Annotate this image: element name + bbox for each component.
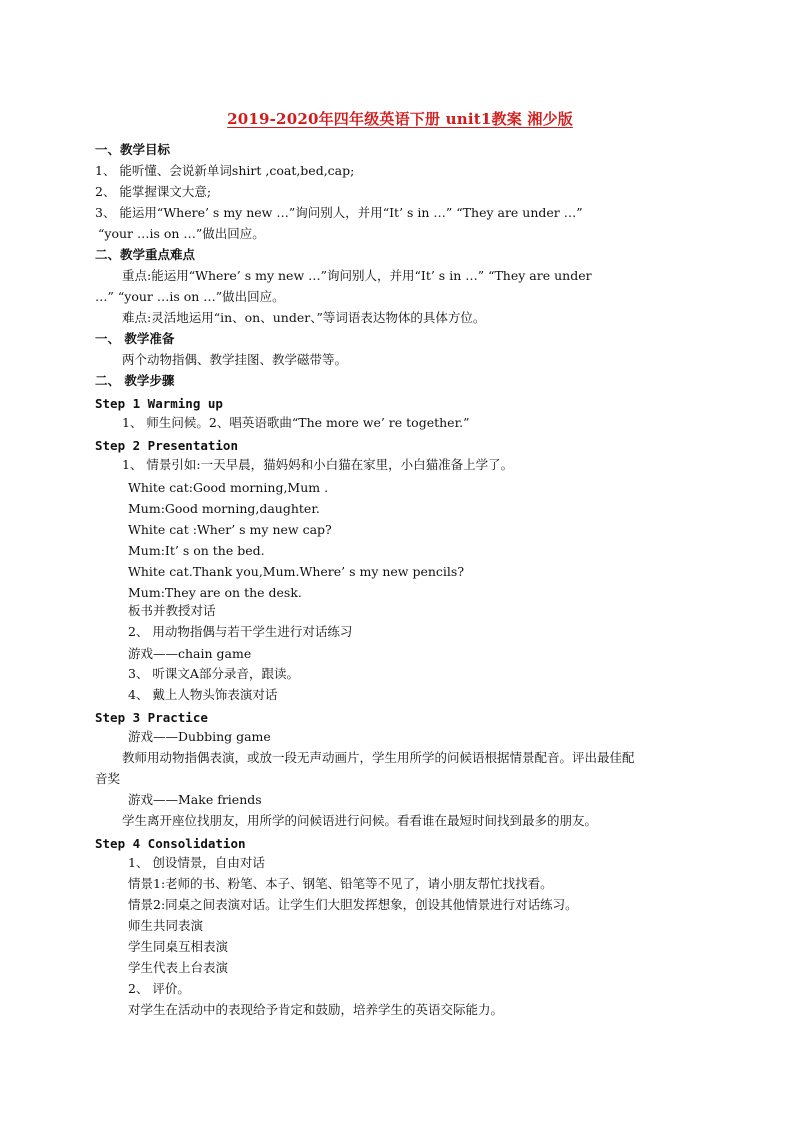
- step-heading-consolidation: Step 4 Consolidation: [95, 836, 246, 851]
- key-point-line: …” “your …is on …”做出回应。: [95, 289, 285, 304]
- game-line: 游戏——Dubbing game: [128, 729, 271, 744]
- practice-description: 教师用动物指偶表演，或放一段无声动画片，学生用所学的问候语根据情景配音。评出最佳配: [122, 750, 635, 765]
- step-heading-warming-up: Step 1 Warming up: [95, 396, 223, 411]
- objective-item-continuation: “your …is on …”做出回应。: [98, 226, 265, 241]
- practice-description-continuation: 音奖: [95, 771, 121, 786]
- step-line: 对学生在活动中的表现给予肯定和鼓励，培养学生的英语交际能力。: [128, 1002, 504, 1017]
- step-line: 2、 评价。: [128, 981, 190, 996]
- dialogue-line: White cat :Wher’ s my new cap?: [128, 522, 332, 537]
- step-line: 1、 师生问候。2、唱英语歌曲“The more we’ re together.”: [122, 415, 470, 430]
- step-line: 情景2:同桌之间表演对话。让学生们大胆发挥想象，创设其他情景进行对话练习。: [128, 897, 578, 912]
- step-line: 师生共同表演: [128, 918, 204, 933]
- game-line: 游戏——Make friends: [128, 792, 262, 807]
- step-line: 学生同桌互相表演: [128, 939, 229, 954]
- section-heading-preparation: 一、 教学准备: [95, 331, 175, 346]
- objective-item: 2、 能掌握课文大意;: [95, 184, 212, 199]
- objective-item: 1、 能听懂、会说新单词shirt ,coat,bed,cap;: [95, 163, 355, 178]
- dialogue-line: Mum:It’ s on the bed.: [128, 543, 265, 558]
- dialogue-line: Mum:Good morning,daughter.: [128, 501, 320, 516]
- document-title: 2019-2020年四年级英语下册 unit1教案 湘少版: [227, 110, 573, 128]
- difficult-point-line: 难点:灵活地运用“in、on、under、”等词语表达物体的具体方位。: [122, 310, 486, 325]
- step-heading-practice: Step 3 Practice: [95, 710, 208, 725]
- step-heading-presentation: Step 2 Presentation: [95, 438, 238, 453]
- step-line: 1、 创设情景，自由对话: [128, 855, 265, 870]
- key-point-line: 重点:能运用“Where’ s my new …”询问别人，并用“It’ s in …” “They are under: [122, 268, 592, 283]
- dialogue-line: Mum:They are on the desk.: [128, 585, 302, 600]
- dialogue-line: White cat:Good morning,Mum .: [128, 480, 329, 495]
- dialogue-line: White cat.Thank you,Mum.Where’ s my new pencils?: [128, 564, 465, 579]
- step-line: 1、 情景引如:一天早晨，猫妈妈和小白猫在家里，小白猫准备上学了。: [122, 457, 514, 472]
- objective-item: 3、 能运用“Where’ s my new …”询问别人，并用“It’ s in …” “They are under …”: [95, 205, 583, 220]
- step-line: 板书并教授对话: [128, 603, 216, 618]
- preparation-content: 两个动物指偶、教学挂图、教学磁带等。: [122, 352, 348, 367]
- step-line: 情景1:老师的书、粉笔、本子、钢笔、铅笔等不见了，请小朋友帮忙找找看。: [128, 876, 553, 891]
- step-line: 4、 戴上人物头饰表演对话: [128, 687, 278, 702]
- step-line: 3、 听课文A部分录音，跟读。: [128, 666, 299, 681]
- section-heading-objectives: 一、教学目标: [95, 142, 171, 157]
- practice-description: 学生离开座位找朋友，用所学的问候语进行问候。看看谁在最短时间找到最多的朋友。: [122, 813, 598, 828]
- section-heading-key-points: 二、教学重点难点: [95, 247, 196, 262]
- step-line: 游戏——chain game: [128, 646, 252, 661]
- section-heading-procedure: 二、 教学步骤: [95, 373, 175, 388]
- step-line: 学生代表上台表演: [128, 960, 229, 975]
- step-line: 2、 用动物指偶与若干学生进行对话练习: [128, 624, 353, 639]
